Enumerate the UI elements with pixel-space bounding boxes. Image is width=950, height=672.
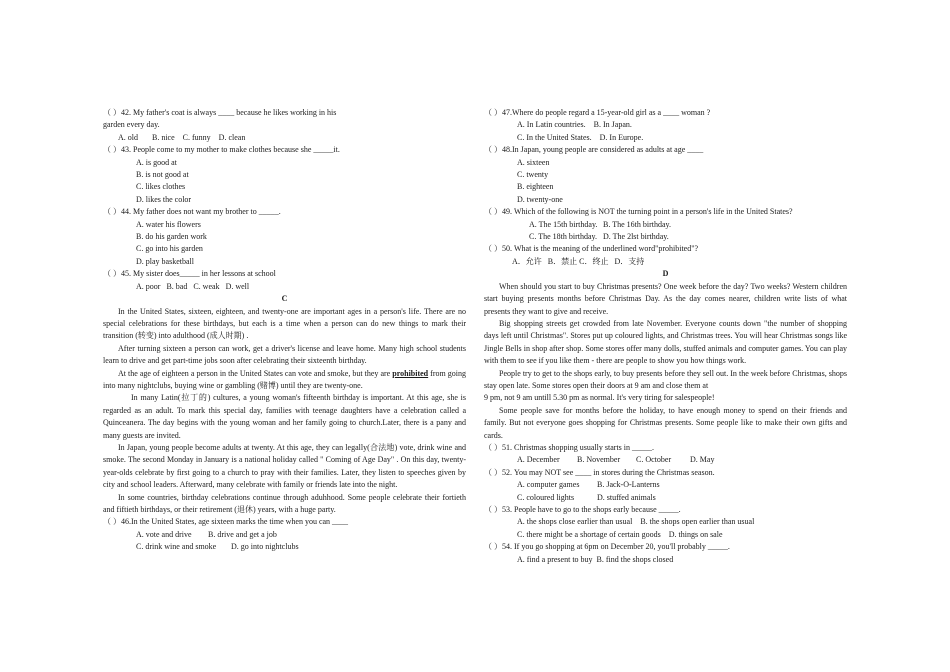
option-d: D. stuffed animals bbox=[597, 492, 656, 502]
option-c: C. twenty bbox=[517, 170, 549, 180]
question-46 bbox=[103, 516, 466, 553]
question-stem: （ ）54. If you go shopping at 6pm on December 20, you'll probably _____. bbox=[484, 542, 730, 552]
option-a: A．允许 bbox=[512, 256, 542, 266]
options-row bbox=[484, 119, 847, 131]
option-c: C. In the United States. bbox=[517, 132, 592, 142]
passage-paragraph bbox=[103, 368, 466, 393]
option-a: A. find a present to buy bbox=[517, 554, 593, 564]
option-d: D. go into nightclubs bbox=[231, 542, 299, 552]
options-row bbox=[103, 281, 466, 293]
passage-paragraph: Some people save for months before the holiday, to have enough money to spend on their friends and family. But not everyone goes shopping for Christmas presents. Some people like to make their own gifts and cards. bbox=[484, 405, 847, 440]
option-d: D. clean bbox=[218, 132, 246, 142]
option-b: B. find the shops closed bbox=[596, 554, 674, 564]
option-c: C. drink wine and smoke bbox=[136, 542, 217, 552]
section-heading: C bbox=[281, 294, 288, 304]
option-a: A. December bbox=[517, 455, 560, 465]
options-row bbox=[484, 554, 847, 566]
option-b: B. Jack-O-Lanterns bbox=[597, 480, 660, 490]
options-row bbox=[103, 541, 466, 553]
question-51 bbox=[484, 442, 847, 467]
options-row bbox=[484, 231, 847, 243]
question-49 bbox=[484, 206, 847, 243]
question-stem: （ ）52. You may NOT see ____ in stores during the Christmas season. bbox=[484, 467, 715, 477]
option-b: B. November bbox=[577, 455, 621, 465]
question-45 bbox=[103, 268, 466, 293]
right-column bbox=[484, 107, 847, 566]
option-c: C. October bbox=[636, 455, 672, 465]
left-column bbox=[103, 107, 466, 554]
option-b: B. In Japan. bbox=[593, 120, 632, 130]
question-54 bbox=[484, 541, 847, 566]
option-d: D. likes the color bbox=[136, 194, 192, 204]
question-stem: （ ）50. What is the meaning of the underlined word"prohibited"? bbox=[484, 244, 699, 254]
options-row bbox=[484, 132, 847, 144]
question-42 bbox=[103, 107, 466, 144]
option-b: B．禁止 bbox=[547, 256, 578, 266]
passage-line: 9 pm, not 9 am untill 5.30 pm as normal. It's very tiring for salespeople! bbox=[484, 393, 715, 403]
options-row bbox=[484, 479, 847, 491]
options-row bbox=[103, 132, 466, 144]
option-d: D．支持 bbox=[614, 256, 645, 266]
question-53 bbox=[484, 504, 847, 541]
option-b: B. do his garden work bbox=[136, 232, 207, 242]
passage-paragraph: In many Latin(拉丁的) cultures, a young woman's fifteenth birthday is important. At this age, she is regarded as an adult. To mark this special day, families with teenage daughters have a celebration called a Quinceanera. The day begins with the young woman and her family going to church.Later, there is a pany and many guests are invited. bbox=[103, 393, 466, 440]
option-a: A. The 15th birthday. bbox=[529, 219, 598, 229]
option-a: A. sixteen bbox=[517, 157, 550, 167]
option-d: D. May bbox=[690, 455, 715, 465]
question-stem-continued: garden every day. bbox=[103, 120, 160, 130]
question-stem: （ ）51. Christmas shopping usually starts in _____. bbox=[484, 442, 654, 452]
question-stem: （ ）44. My father does not want my brother to _____. bbox=[103, 207, 281, 217]
question-44 bbox=[103, 206, 466, 268]
passage-paragraph: People try to get to the shops early, to buy presents before they sell out. In the week before Christmas, shops stay open late. Some stores open their doors at 9 am and close them at bbox=[484, 368, 847, 390]
option-d: D. play basketball bbox=[136, 256, 194, 266]
option-b: B. is not good at bbox=[136, 170, 189, 180]
option-d: D. things on sale bbox=[668, 529, 723, 539]
options-row bbox=[484, 516, 847, 528]
option-d: D. The 2lst birthday. bbox=[603, 232, 669, 242]
option-a: A. is good at bbox=[136, 157, 177, 167]
option-a: A. the shops close earlier than usual bbox=[517, 517, 633, 527]
option-a: A. computer games bbox=[517, 480, 580, 490]
option-b: B. nice bbox=[152, 132, 175, 142]
question-stem: （ ）49. Which of the following is NOT the turning point in a person's life in the United States? bbox=[484, 207, 793, 217]
option-d: D. In Europe. bbox=[599, 132, 644, 142]
section-d bbox=[484, 268, 847, 442]
option-a: A. In Latin countries. bbox=[517, 120, 586, 130]
option-c: C. go into his garden bbox=[136, 244, 203, 254]
option-c: C. there might be a shortage of certain goods bbox=[517, 529, 661, 539]
passage-paragraph: Big shopping streets get crowded from late November. Everyone counts down "the number of shopping days left until Christmas". Stores put up coloured lights, and Christmas trees. You will hear Christmas songs like Jingle Bells in shop after shop. Some stores offer many dolls, stuffed animals and computer games. You can play with them to see if you like them - there are people to show you how things work. bbox=[484, 318, 847, 366]
question-47 bbox=[484, 107, 847, 144]
option-b: B. bad bbox=[166, 281, 188, 291]
passage-paragraph: In the United States, sixteen, eighteen, and twenty-one are important ages in a person's life. There are no special celebrations for these birthdays, but each is a time when a person can do new things to mark their transition (转变) into adulthood (成人时期) . bbox=[103, 306, 466, 341]
question-stem: （ ）47.Where do people regard a 15-year-old girl as a ____ woman ? bbox=[484, 108, 711, 117]
question-stem: （ ）46.In the United States, age sixteen marks the time when you can ____ bbox=[103, 517, 349, 527]
option-a: A. poor bbox=[136, 281, 161, 291]
passage-paragraph: When should you start to buy Christmas presents? One week before the day? Two weeks? Western children start buying presents months before Christmas Day. As the day comes nearer, children write lists of what presents they want to give and receive. bbox=[484, 281, 847, 316]
question-stem: （ ）42. My father's coat is always ____ because he likes working in his bbox=[103, 108, 337, 117]
underlined-word: prohibited bbox=[392, 368, 429, 378]
options-row bbox=[484, 219, 847, 231]
option-d: D. well bbox=[225, 281, 250, 291]
option-d: D. twenty-one bbox=[517, 194, 563, 204]
question-48 bbox=[484, 144, 847, 206]
passage-paragraph: In some countries, birthday celebrations continue through aduhhood. Some people celebrate their fortieth and fiftieth birthdays, or their retirement (退休) years, with a huge party. bbox=[103, 492, 466, 514]
options-row bbox=[484, 454, 847, 466]
passage-paragraph: After turning sixteen a person can work, get a driver's license and leave home. Many high school students learn to drive and get part-time jobs soon after celebrating their sixteenth birthday. bbox=[103, 343, 466, 366]
option-c: C. coloured lights bbox=[517, 492, 575, 502]
section-c bbox=[103, 293, 466, 516]
option-a: A. old bbox=[118, 132, 138, 142]
option-c: C. weak bbox=[193, 281, 220, 291]
question-43 bbox=[103, 144, 466, 206]
paragraph-text: from going into many nightclubs, buying wine or gambling (赌博) until they are twenty-one. bbox=[103, 368, 467, 390]
option-c: C．终止 bbox=[579, 256, 609, 266]
question-stem: （ ）53. People have to go to the shops early because _____. bbox=[484, 505, 681, 514]
option-b: B. The 16th birthday. bbox=[603, 219, 671, 229]
option-a: A. vote and drive bbox=[136, 529, 192, 539]
options-row bbox=[484, 529, 847, 541]
options-row bbox=[484, 256, 847, 268]
question-stem: （ ）45. My sister does_____ in her lessons at school bbox=[103, 269, 276, 279]
question-stem: （ ）48.In Japan, young people are considered as adults at age ____ bbox=[484, 145, 704, 155]
question-stem: （ ）43. People come to my mother to make clothes because she _____it. bbox=[103, 145, 340, 155]
question-52 bbox=[484, 467, 847, 504]
option-b: B. drive and get a job bbox=[208, 529, 277, 539]
question-50 bbox=[484, 243, 847, 268]
options-row bbox=[103, 529, 466, 541]
section-heading: D bbox=[662, 269, 669, 279]
option-a: A. water his flowers bbox=[136, 219, 201, 229]
option-c: C. likes clothes bbox=[136, 182, 186, 192]
paragraph-text: At the age of eighteen a person in the United States can vote and smoke, but they are bbox=[118, 368, 393, 378]
option-b: B. eighteen bbox=[517, 182, 554, 192]
option-c: C. The 18th birthday. bbox=[529, 232, 597, 242]
options-row bbox=[484, 492, 847, 504]
option-c: C. funny bbox=[182, 132, 211, 142]
option-b: B. the shops open earlier than usual bbox=[640, 517, 755, 527]
passage-paragraph: In Japan, young people become adults at twenty. At this age, they can legally(合法地) vote, drink wine and smoke. The second Monday in January is a national holiday called " Coming of Age Day" . On this day, twenty-year-olds celebrate by first going to a church to pray with their families. Later, they listen to speeches given by city and school leaders. Afterward, many celebrate with family or friends late into the night. bbox=[103, 442, 466, 490]
